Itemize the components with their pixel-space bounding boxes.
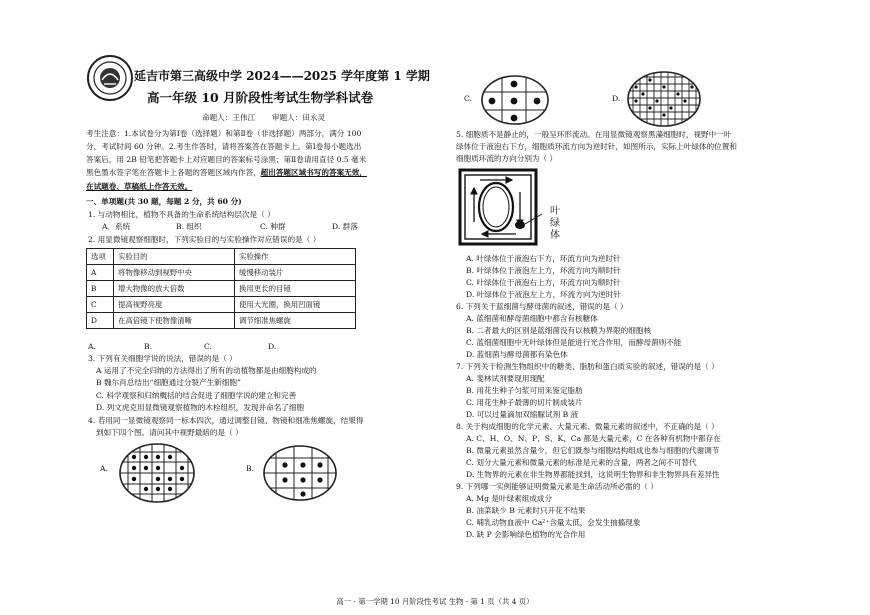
q1-option-b: B. 组织 [176,222,202,231]
q7-option-c: C. 用花生种子最薄的切片制成装片 [466,398,583,407]
q9-option-c: C. 哺乳动物血液中 Ca²⁺含量太低，会发生抽搐现象 [466,518,641,527]
q8-option-a: A. C、H、O、N、P、S、K、Ca 都是大量元素，C 在各种有机物中都存在 [466,434,721,443]
q3-option-c: C. 科学观察和归纳概括的结合促进了细胞学说的建立和完善 [96,391,297,400]
table-row [87,281,356,297]
page-footer: 高一 · 第一学期 10 月阶段性考试 生物 · 第 1 页（共 4 页） [336,597,534,606]
reviewer: 审题人：田永灵 [272,113,326,122]
notice-line-1: 考生注意：1.本试卷分为第Ⅰ卷（选择题）和第Ⅱ卷（非选择题）两部分，满分 100 [86,129,362,138]
q4-label-a: A. [100,464,108,473]
school-title: 延吉市第三高级中学 2024——2025 学年度第 1 学期 [134,69,430,83]
q2-stem: 2. 用显微镜观察细胞时，下列实验目的与实验操作对应错误的是（ ） [88,235,321,244]
q2-option-b: B. [144,342,152,351]
q6-stem: 6. 下列关于蓝细菌与酵母菌的叙述，错误的是（ ） [456,302,628,311]
table-cell: 使用大光圈，换用凹面镜 [235,297,356,313]
q4-label-c: C. [464,94,472,103]
q4-figure-b [262,444,338,502]
q4-figure-d [626,70,702,128]
school-logo-emblem [86,54,134,102]
q6-option-a: A. 蓝细菌和酵母菌细胞中都含有核糖体 [466,314,598,323]
q6-option-d: D. 蓝细菌与酵母菌都有染色体 [466,350,568,359]
table-cell: 缓慢移动装片 [235,265,356,281]
q5-option-a: A. 叶绿体位于液泡右下方，环流方向为逆时针 [466,254,621,263]
q7-stem: 7. 下列关于检测生物组织中的糖类、脂肪和蛋白质实验的叙述，错误的是（ ） [456,362,719,371]
notice-line-4: 黑色墨水签字笔在答题卡上各题的答题区域内作答，超出答题区域书写的答案无效， [86,168,367,177]
section-heading: 一、单项题(共 30 题，每题 2 分，共 60 分) [86,197,242,206]
q4-figure-c [480,74,550,126]
q8-option-b: B. 微量元素虽然含量少，但它们既参与细胞结构组成也参与细胞的代谢调节 [466,446,720,455]
q4-stem-line-2: 到如下四个图。请问其中视野最暗的是（ ） [96,428,243,437]
table-header-cell: 实验操作 [235,249,356,265]
q5-stem-line-3: 细胞质环流的方向分别为（ ） [456,154,558,163]
q5-stem-line-1: 5. 细胞质不是静止的，一般呈环形流动。在用显微镜观察黑藻细胞时，视野中一叶 [456,130,732,139]
table-cell: 换用更长的目镜 [235,281,356,297]
q5-option-c: C. 叶绿体位于液泡右上方，环流方向为顺时针 [466,278,621,287]
q4-figure-a [118,442,196,504]
table-cell: 在高倍镜下使物像清晰 [114,313,235,329]
notice-line-5: 在试题卷、草稿纸上作答无效。 [86,182,193,191]
q8-option-c: C. 划分大量元素和微量元素的标准是元素的含量，两者之间不可替代 [466,458,697,467]
table-cell: 将物像移动到视野中央 [114,265,235,281]
table-cell: B [87,281,114,297]
q8-option-d: D. 生物界的元素在非生物界都能找到，这说明生物界和非生物界具有差异性 [466,470,720,479]
q5-option-d: D. 叶绿体位于液泡左上方，环流方向为逆时针 [466,290,621,299]
q4-label-d: D. [612,94,621,103]
exam-title: 高一年级 10 月阶段性考试生物学科试卷 [147,90,374,105]
q3-stem: 3. 下列有关细胞学说的说法，错误的是（ ） [88,354,237,363]
q7-option-a: A. 斐林试剂要现用现配 [466,374,545,383]
q5-figure-label: 叶绿体 [550,206,560,241]
q1-stem: 1. 与动物相比，植物不具备的生命系统结构层次是（ ） [88,210,275,219]
q2-option-c: C. [204,342,212,351]
q3-option-b: B 魏尔肖总结出“细胞通过分裂产生新细胞” [96,378,241,387]
notice-line-2: 分，考试时间 60 分钟。2.考生作答时，请将答案答在答题卡上。第Ⅰ卷每小题选出 [86,142,362,151]
table-cell: C [87,297,114,313]
table-row [87,265,356,281]
table-header-cell: 实验目的 [114,249,235,265]
q2-table [86,248,356,329]
table-cell: 提高视野亮度 [114,297,235,313]
q4-stem-line-1: 4. 若用同一显微镜观察同一标本四次，通过调整目镜、物镜和细准焦螺旋，结果得 [88,416,364,425]
q6-option-c: C. 蓝细菌细胞中无叶绿体但是能进行光合作用，而酵母菌则不能 [466,338,682,347]
q3-option-d: D. 列文虎克用显微镜观察植物的木栓组织，发现并命名了细胞 [96,403,305,412]
q1-option-d: D. 群落 [332,222,358,231]
q9-option-d: D. 缺 P 会影响绿色植物的光合作用 [466,530,586,539]
q1-option-c: C. 种群 [260,222,286,231]
q7-option-d: D. 可以过量滴加双缩脲试剂 B 液 [466,410,579,419]
proposer: 命题人：王伟江 [202,113,256,122]
table-header-row [87,249,356,265]
table-cell: A [87,265,114,281]
q9-option-a: A. Mg 是叶绿素组成成分 [466,494,553,503]
q9-stem: 9. 下列哪一实例能够证明微量元素是生命活动所必需的（ ） [456,482,658,491]
q7-option-b: B. 用花生种子匀浆可用来鉴定脂肪 [466,386,583,395]
q9-option-b: B. 油菜缺少 B 元素时只开花不结果 [466,506,586,515]
table-row [87,313,356,329]
table-cell: D [87,313,114,329]
table-cell: 调节细准焦螺旋 [235,313,356,329]
q2-option-a: A. [88,342,96,351]
q4-label-b: B. [246,464,254,473]
q3-option-a: A 运用了不完全归纳的方法得出了所有的动植物都是由细胞构成的 [96,366,317,375]
q5-stem-line-2: 绿体位于液泡右下方，细胞质环流方向为逆时针，如图所示，实际上叶绿体的位置和 [456,142,737,151]
q5-option-b: B. 叶绿体位于液泡左上方，环流方向为顺时针 [466,266,621,275]
table-header-cell: 选项 [87,249,114,265]
q5-cell-figure [458,168,538,246]
q1-option-a: A．系统 [102,222,131,231]
notice-line-3: 答案后，用 2B 铅笔把答题卡上对应题目的答案标号涂黑；第Ⅱ卷请用直径 0.5 毫米 [86,155,367,164]
table-cell: 增大物像的放大倍数 [114,281,235,297]
q2-option-d: D. [268,342,277,351]
table-row [87,297,356,313]
q8-stem: 8. 关于构成细胞的化学元素、大量元素、微量元素的叙述中，不正确的是（ ） [456,422,719,431]
q6-option-b: B. 二者最大的区别是蓝细菌没有以核膜为界限的细胞核 [466,326,652,335]
